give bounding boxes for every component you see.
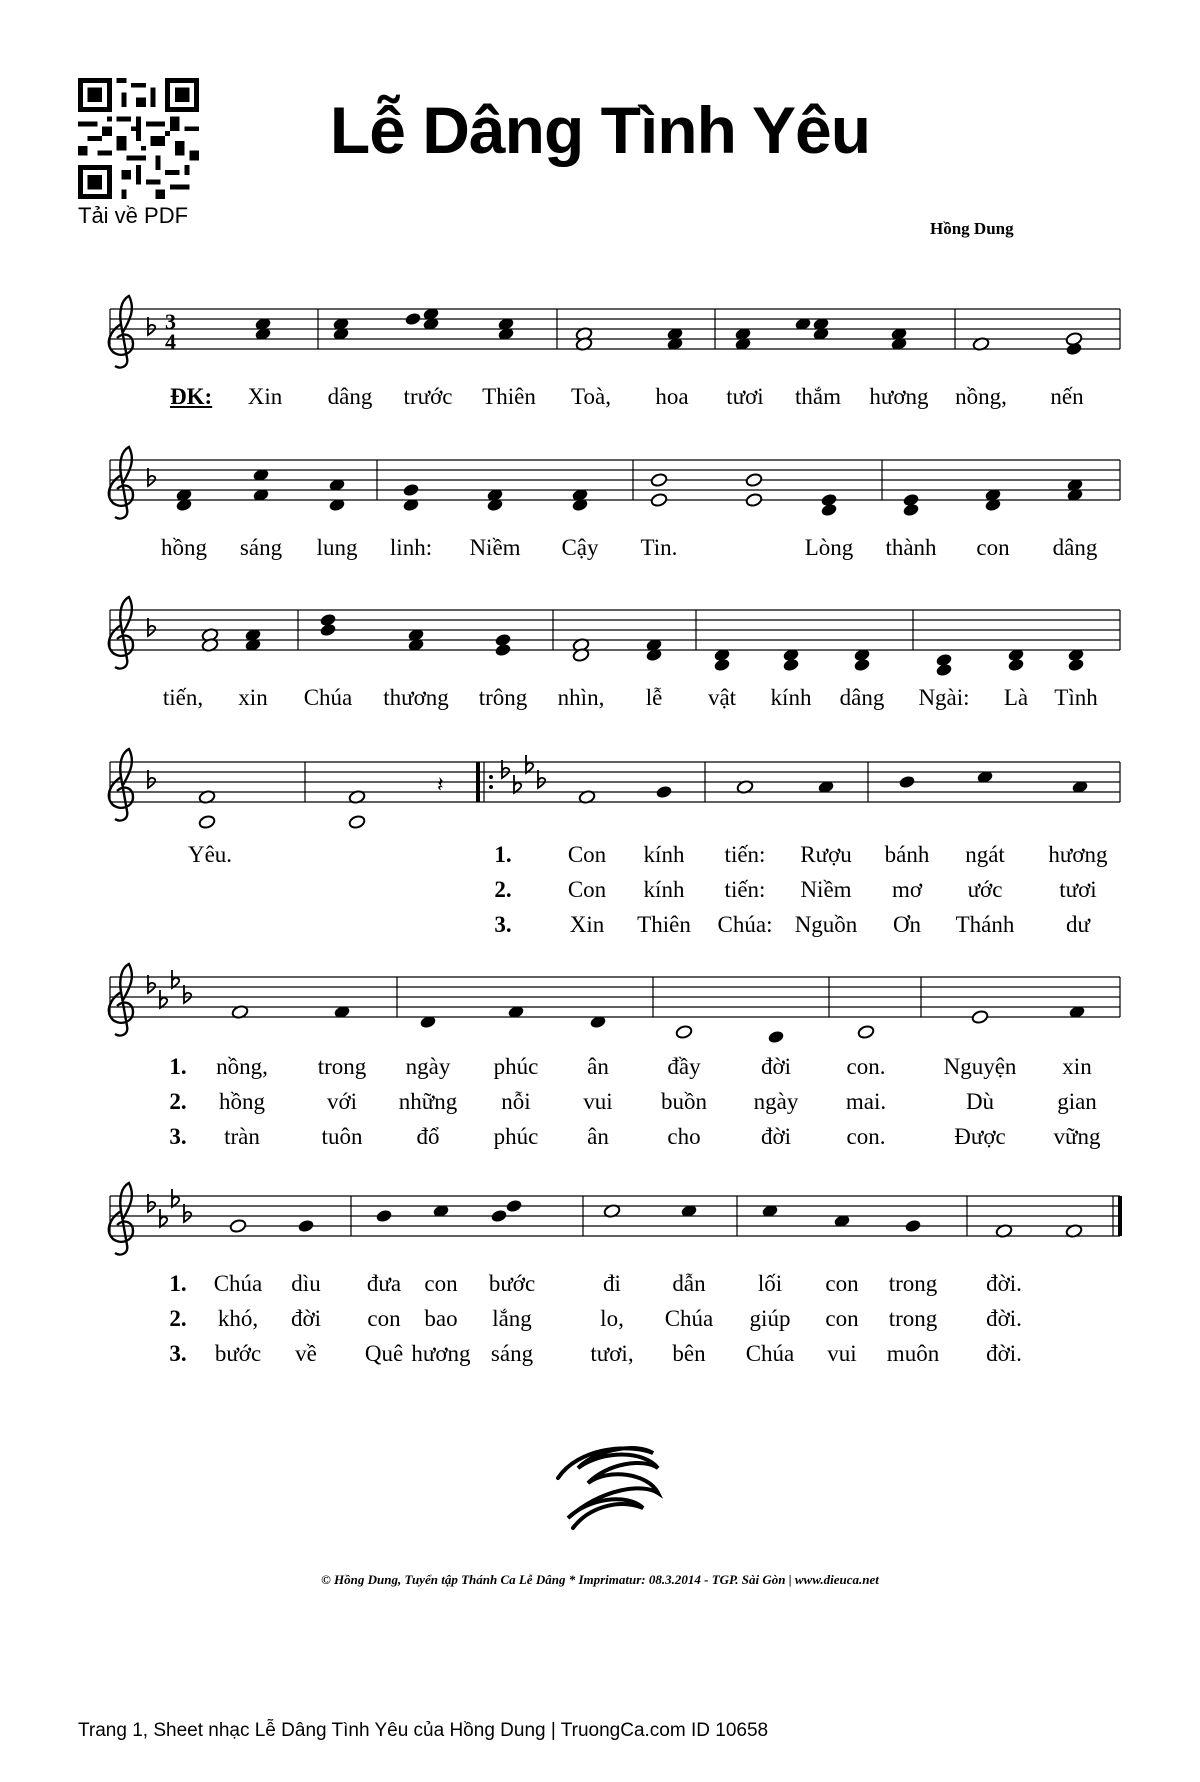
lyric-word: Là [1003, 685, 1029, 710]
lyric-word: với [326, 1089, 358, 1114]
song-title: Lễ Dâng Tình Yêu [329, 93, 871, 167]
lyric-word: ngày [405, 1054, 451, 1079]
lyric-word: vững [1053, 1124, 1101, 1149]
lyric-word: nhìn, [557, 685, 605, 710]
lyric-word: vui [583, 1089, 613, 1114]
lyric-word: con. [846, 1054, 886, 1079]
lyric-word: Niềm [469, 535, 521, 560]
lyric-word: ân [587, 1054, 609, 1079]
lyric-word: dìu [291, 1271, 321, 1296]
lyric-word: đi [603, 1271, 621, 1296]
lyric-word: khó, [217, 1306, 259, 1331]
lyric-word: Tin. [640, 535, 678, 560]
lyric-word: đời [760, 1054, 792, 1079]
lyric-word: trước [403, 384, 453, 409]
lyric-word: Ngài: [918, 685, 970, 710]
lyric-word: mai. [845, 1089, 887, 1114]
lyric-word: nồng, [216, 1054, 268, 1079]
lyric-word: ân [587, 1124, 609, 1149]
lyric-word: thành [885, 535, 937, 560]
lyric-word: bước [214, 1341, 262, 1366]
lyric-word: Dù [965, 1089, 995, 1114]
lyric-word: Xin [569, 912, 605, 937]
notes-system-6 [229, 1199, 1083, 1239]
lyric-word: trong [888, 1271, 938, 1296]
lyric-word: sáng [239, 535, 283, 560]
lyric-word: phúc [493, 1054, 539, 1079]
ornament-flourish [548, 1438, 668, 1538]
lyric-word: kính [643, 842, 685, 867]
lyric-word: lối [757, 1271, 783, 1296]
lyric-word: về [295, 1341, 317, 1366]
lyric-word: ngày [753, 1089, 799, 1114]
lyric-word: con [424, 1271, 458, 1296]
lyric-word: đầy [667, 1054, 701, 1079]
lyric-word: Chúa [213, 1271, 263, 1296]
lyric-word: lắng [492, 1306, 532, 1331]
lyric-word: Ơn [892, 912, 922, 937]
lyric-word: phúc [493, 1124, 539, 1149]
lyric-word: xin [238, 685, 268, 710]
verse-number: 2. [169, 1306, 187, 1331]
lyric-word: dư [1066, 912, 1090, 937]
lyric-word: đời. [986, 1341, 1022, 1366]
lyric-word: đời [760, 1124, 792, 1149]
lyric-word: đời [290, 1306, 322, 1331]
time-sig-top: 3 [165, 309, 176, 334]
verse-number: 1. [169, 1271, 187, 1296]
lyric-word: Được [954, 1124, 1006, 1149]
lyric-word: trong [888, 1306, 938, 1331]
lyric-word: con. [846, 1124, 886, 1149]
lyric-word: Thánh [955, 912, 1015, 937]
refrain-label: ĐK: [170, 384, 213, 409]
lyric-word: vật [707, 685, 737, 710]
lyric-word: Nguồn [794, 912, 858, 937]
lyric-word: trong [317, 1054, 367, 1079]
lyric-word: xin [1062, 1054, 1092, 1079]
lyric-word: hồng [161, 535, 207, 560]
staff-system-5 [110, 977, 1120, 1017]
verse-number: 1. [494, 842, 512, 867]
lyric-word: đổ [416, 1124, 440, 1149]
lyric-word: Chúa [664, 1306, 714, 1331]
lyric-word: hồng [219, 1089, 265, 1114]
staff-system-3 [110, 610, 1120, 650]
lyric-word: gian [1057, 1089, 1097, 1114]
lyric-word: Xin [247, 384, 283, 409]
lyric-word: ngát [965, 842, 1005, 867]
lyric-word: kính [770, 685, 812, 710]
lyric-word: bao [424, 1306, 458, 1331]
lyric-word: con [825, 1271, 859, 1296]
lyric-word: Thiên [482, 384, 536, 409]
lyric-word: hương [1048, 842, 1108, 867]
notes-system-4 [198, 770, 1089, 830]
lyric-word: ước [967, 877, 1003, 902]
lyric-word: muôn [886, 1341, 940, 1366]
lyric-word: linh: [389, 535, 433, 560]
lyric-word: vui [827, 1341, 857, 1366]
lyric-word: Niềm [800, 877, 852, 902]
lyric-word: tràn [224, 1124, 260, 1149]
verse-number: 3. [494, 912, 512, 937]
lyric-word: tươi, [590, 1341, 634, 1366]
lyric-word: nến [1050, 384, 1084, 409]
lyric-word: đời. [986, 1271, 1022, 1296]
download-pdf-label[interactable]: Tải về PDF [78, 203, 189, 228]
lyric-word: tuôn [321, 1124, 363, 1149]
lyric-word: dâng [1052, 535, 1098, 560]
lyric-word: Con [567, 842, 607, 867]
lyric-word: lung [316, 535, 358, 560]
lyric-word: Nguyện [943, 1054, 1017, 1079]
lyric-word: con [825, 1306, 859, 1331]
staff-system-4 [110, 762, 1120, 802]
lyric-word: thắm [795, 384, 841, 409]
lyric-word: kính [643, 877, 685, 902]
lyric-word: dâng [327, 384, 373, 409]
lyric-word: bánh [884, 842, 930, 867]
lyric-word: Chúa: [717, 912, 773, 937]
lyric-word: dẫn [672, 1271, 706, 1296]
lyric-word: Cậy [561, 535, 599, 560]
lyric-word: Rượu [800, 842, 852, 867]
lyric-word: tiến: [724, 842, 766, 867]
lyric-word: Chúa [745, 1341, 795, 1366]
lyric-word: con [367, 1306, 401, 1331]
lyric-word: bên [672, 1341, 706, 1366]
lyric-word: tiến: [724, 877, 766, 902]
lyric-word: dâng [839, 685, 885, 710]
notes-system-3 [201, 613, 1085, 678]
lyric-word: hương [869, 384, 929, 409]
lyric-word: tiến, [162, 685, 204, 710]
lyric-word: hoa [655, 384, 689, 409]
lyric-word: Yêu. [187, 842, 233, 867]
lyric-word: bước [488, 1271, 536, 1296]
lyric-word: nỗi [501, 1089, 531, 1114]
lyric-word: Con [567, 877, 607, 902]
lyric-word: Thiên [637, 912, 691, 937]
lyric-word: những [398, 1089, 458, 1114]
lyric-word: Lòng [804, 535, 854, 560]
lyric-word: sáng [490, 1341, 534, 1366]
verse-number: 3. [169, 1124, 187, 1149]
verse-number: 1. [169, 1054, 187, 1079]
lyric-word: con [976, 535, 1010, 560]
lyric-word: trông [478, 685, 528, 710]
lyric-word: thương [383, 685, 449, 710]
lyric-word: Chúa [303, 685, 353, 710]
time-sig-bottom: 4 [165, 329, 176, 354]
lyric-word: tươi [726, 384, 764, 409]
composer: Hồng Dung [930, 219, 1014, 238]
lyric-word: lễ [645, 685, 663, 710]
verse-number: 2. [494, 877, 512, 902]
lyric-word: cho [667, 1124, 701, 1149]
lyric-word: tươi [1059, 877, 1097, 902]
lyric-word: hương [411, 1341, 471, 1366]
lyric-word: giúp [749, 1306, 791, 1331]
lyric-word: đời. [986, 1306, 1022, 1331]
page-info: Trang 1, Sheet nhạc Lễ Dâng Tình Yêu của Hồng Dung | TruongCa.com ID 10658 [78, 1720, 769, 1741]
lyric-word: nồng, [955, 384, 1007, 409]
verse-number: 3. [169, 1341, 187, 1366]
lyric-word: Toà, [571, 384, 611, 409]
notes-system-5 [231, 1005, 1086, 1045]
lyric-word: lo, [600, 1306, 624, 1331]
lyric-word: Tình [1054, 685, 1098, 710]
copyright-footer: © Hồng Dung, Tuyển tập Thánh Ca Lễ Dâng * Imprimatur: 08.3.2014 - TGP. Sài Gòn | www.dieuca.net [321, 1572, 879, 1587]
lyric-word: đưa [366, 1271, 402, 1296]
lyric-word: buồn [661, 1089, 707, 1114]
lyric-word: mơ [891, 877, 923, 902]
lyric-word: Quê [364, 1341, 404, 1366]
verse-number: 2. [169, 1089, 187, 1114]
svg-text:𝄽: 𝄽 [437, 773, 444, 798]
notes-system-2 [175, 468, 1084, 518]
